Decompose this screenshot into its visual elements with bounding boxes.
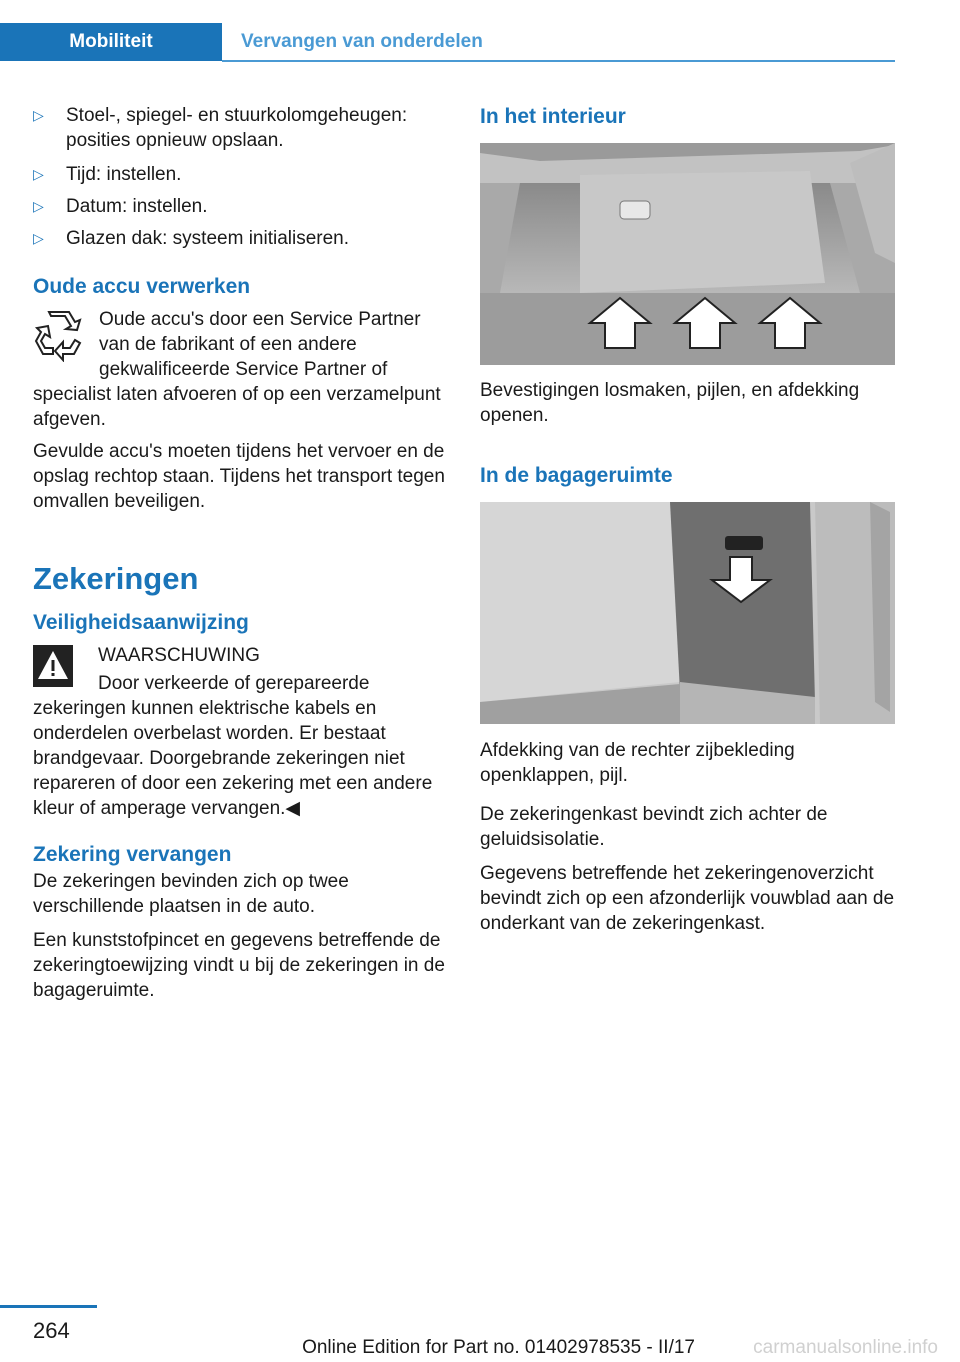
- header-divider: [222, 60, 895, 62]
- trunk-caption: Afdekking van de rechter zijbekleding openklappen, pijl.: [480, 740, 795, 786]
- list-item: [33, 103, 445, 153]
- left-column: [33, 103, 445, 1003]
- list-item: [33, 162, 445, 187]
- safety-heading: Veiligheidsaanwijzing: [33, 611, 249, 634]
- interior-caption: [480, 378, 895, 428]
- list-item-text: Tijd: instellen.: [66, 164, 182, 185]
- watermark: carmanualsonline.info: [753, 1337, 938, 1358]
- trunk-text: De zekeringenkast bevindt zich achter de geluidsisolatie.: [480, 804, 828, 850]
- trunk-text-block: [480, 738, 895, 936]
- interior-caption-text: Bevestigingen losmaken, pijlen, en afdekking openen.: [480, 380, 860, 426]
- trunk-photo: [480, 502, 895, 724]
- recycle-icon: [33, 310, 83, 362]
- old-battery-block: [33, 307, 445, 432]
- fuses-heading: Zekeringen: [33, 561, 199, 596]
- section-tab[interactable]: [0, 23, 222, 61]
- triangle-right-icon: ▷: [33, 166, 44, 182]
- list-item: [33, 194, 445, 219]
- interior-heading: In het interieur: [480, 105, 626, 128]
- edition-text: Online Edition for Part no. 01402978535 - II/17: [302, 1337, 695, 1358]
- list-item: [33, 226, 445, 251]
- footer-divider: [0, 1305, 97, 1308]
- triangle-right-icon: ▷: [33, 107, 44, 123]
- warning-label: WAARSCHUWING: [98, 645, 260, 666]
- page-number: 264: [33, 1318, 70, 1343]
- replace-fuse-text: Een kunststofpincet en gegevens betreffende de zekeringtoewijzing vindt u bij de zekeringen in de bagageruimte.: [33, 930, 445, 1001]
- replace-fuse-heading: Zekering vervangen: [33, 843, 232, 866]
- list-item-text: Stoel-, spiegel- en stuurkolomgeheugen: posities opnieuw opslaan.: [66, 105, 408, 151]
- old-battery-heading: Oude accu verwerken: [33, 275, 251, 298]
- trunk-text: Gegevens betreffende het zekeringenoverzicht bevindt zich op een afzonderlijk vouwblad aan de onderkant van de zekeringenkast.: [480, 863, 895, 934]
- list-item-text: Glazen dak: systeem initialiseren.: [66, 228, 350, 249]
- triangle-right-icon: ▷: [33, 198, 44, 214]
- old-battery-text: Gevulde accu's moeten tijdens het vervoer en de opslag rechtop staan. Tijdens het transport tegen omvallen beveiligen.: [33, 441, 445, 512]
- trunk-heading: In de bagageruimte: [480, 464, 673, 487]
- old-battery-text: Oude accu's door een Service Partner van de fabrikant of een andere gekwalificeerde Service Partner of specialist laten afvoeren of op een verzamelpunt afgeven.: [33, 309, 441, 430]
- chapter-title: Vervangen van onderdelen: [241, 31, 483, 52]
- replace-fuse-text: De zekeringen bevinden zich op twee verschillende plaatsen in de auto.: [33, 871, 349, 917]
- triangle-right-icon: ▷: [33, 230, 44, 246]
- warning-triangle-icon: [33, 645, 73, 687]
- warning-block: [33, 643, 445, 821]
- list-item-text: Datum: instellen.: [66, 196, 208, 217]
- section-tab-label: Mobiliteit: [69, 31, 153, 52]
- interior-photo: [480, 143, 895, 365]
- warning-text: Door verkeerde of gerepareerde zekeringen kunnen elektrische kabels en onderdelen overbelast worden. Er bestaat brandgevaar. Doorgebrande zekeringen niet repareren of door een zekering met een andere kleur of amperage vervangen.◀: [33, 673, 433, 819]
